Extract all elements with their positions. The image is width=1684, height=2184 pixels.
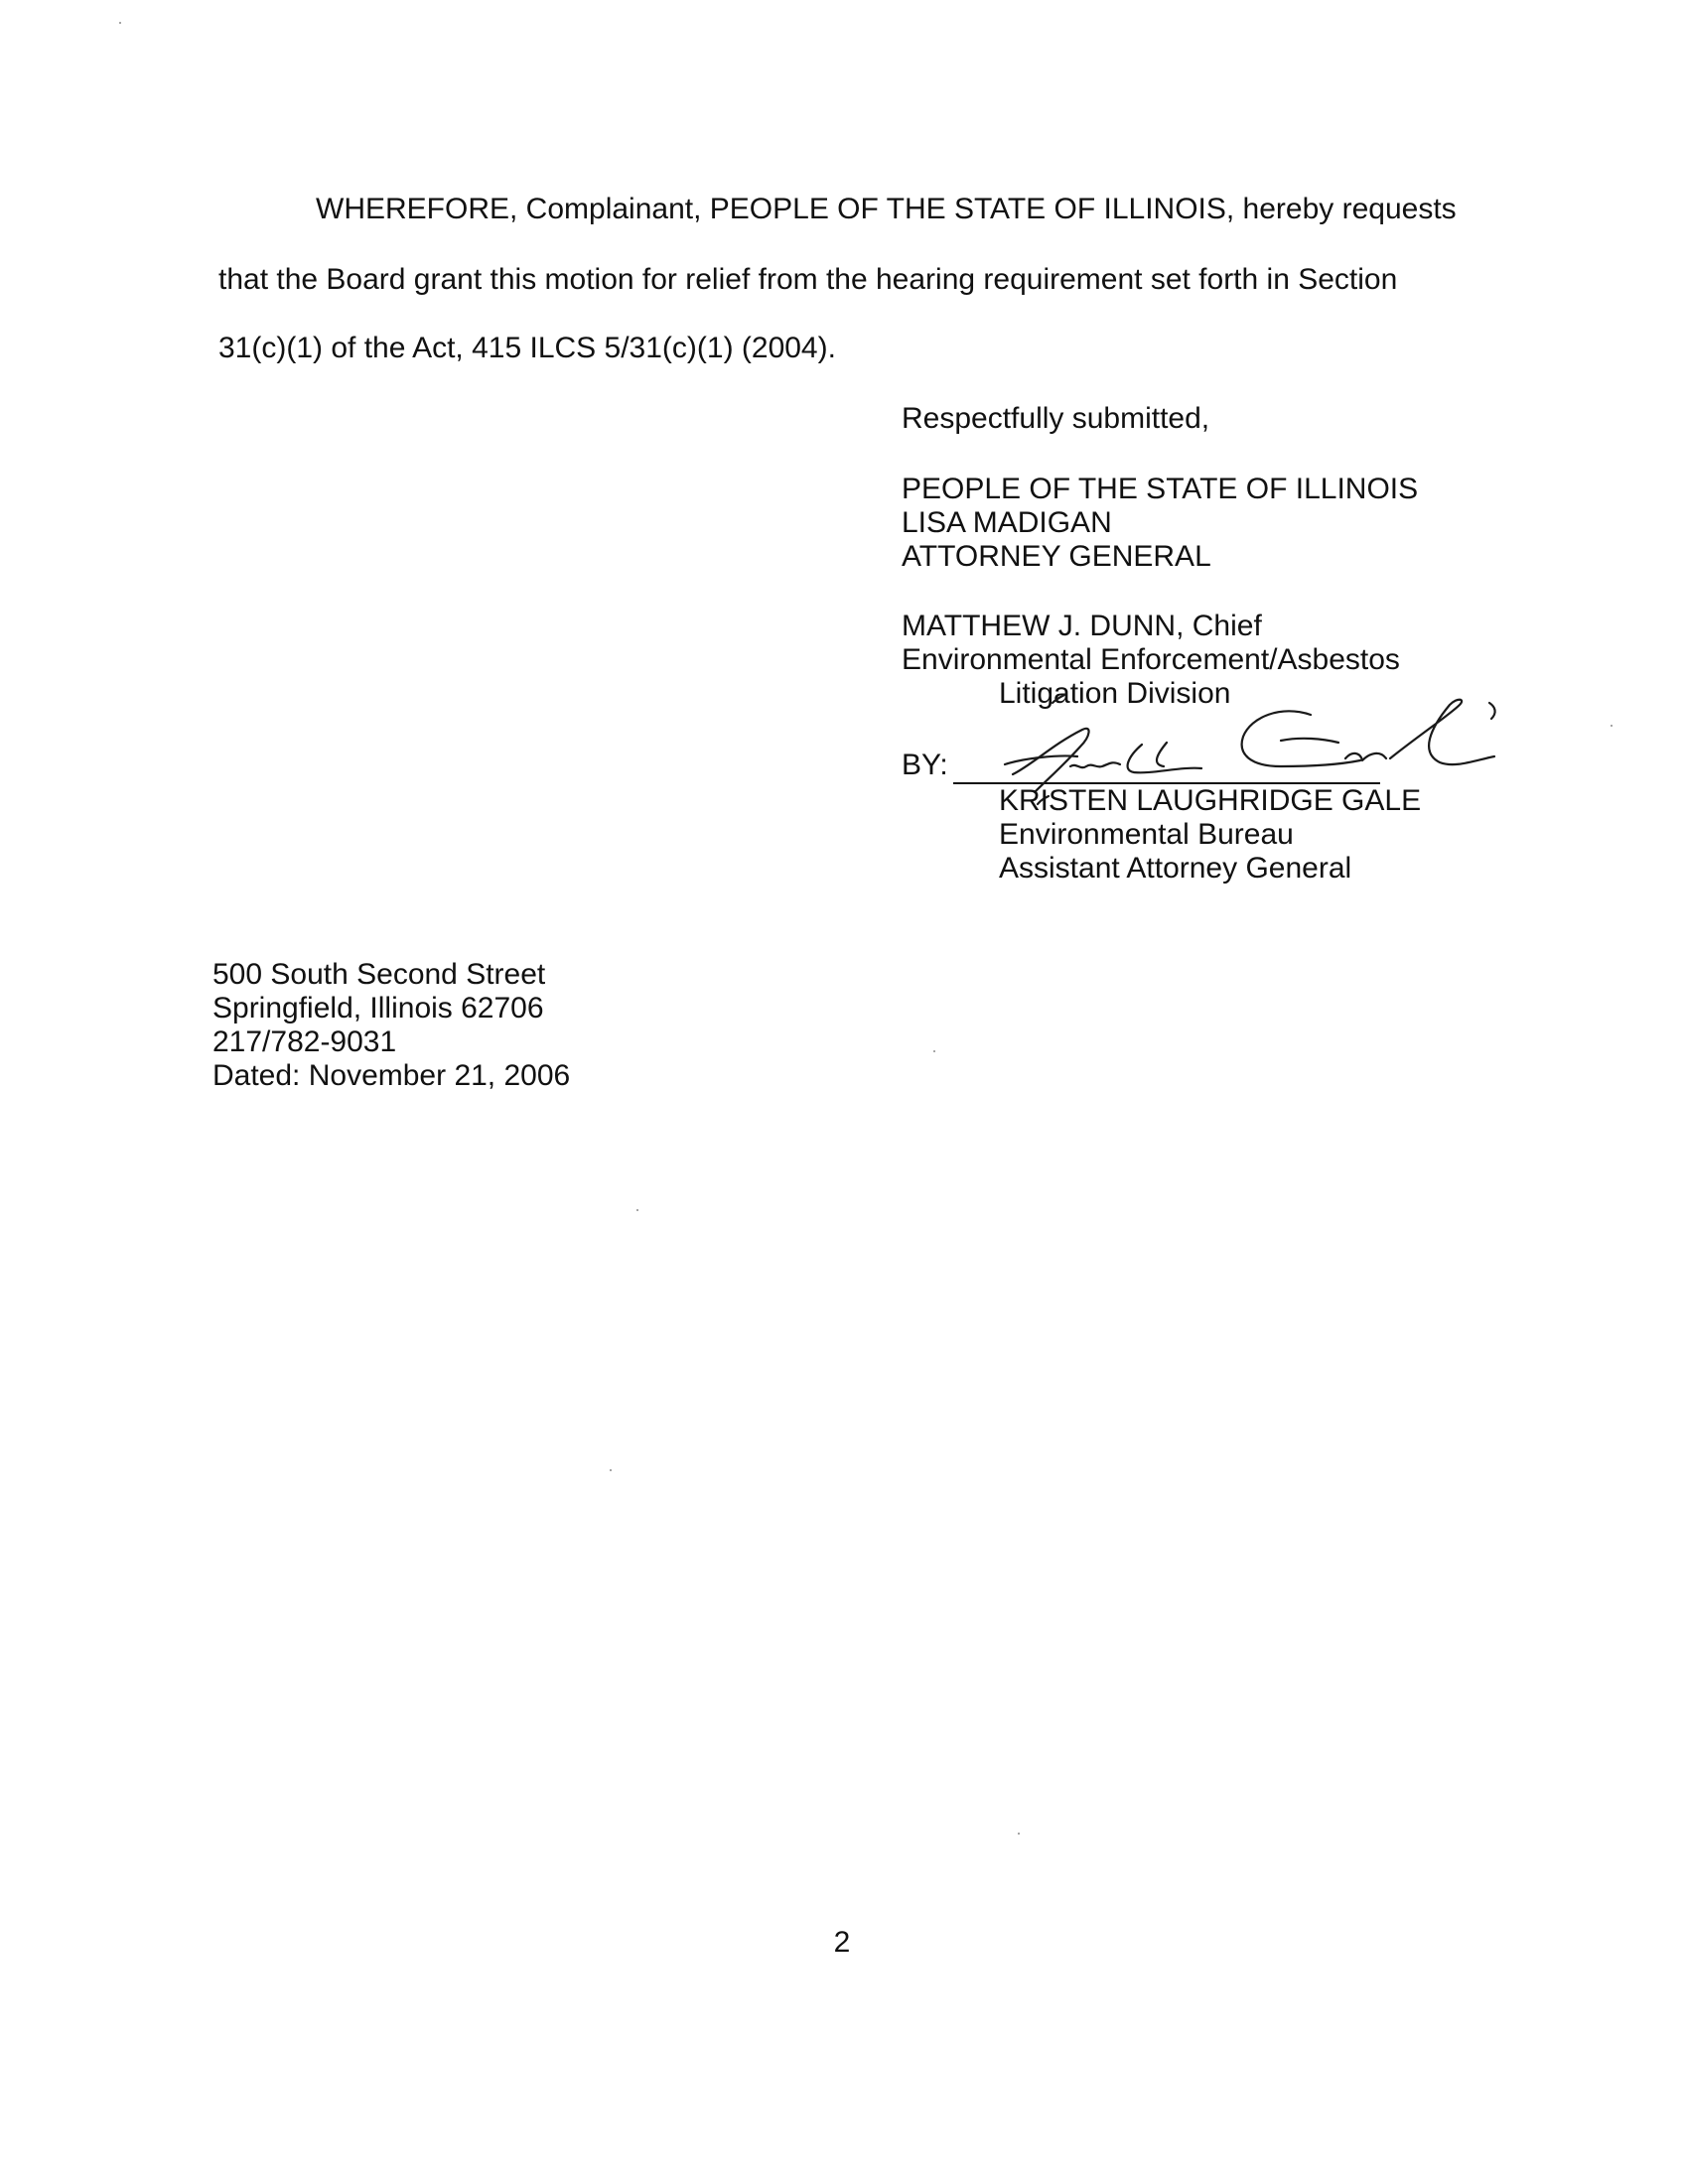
address-city: Springfield, Illinois 62706 — [212, 992, 544, 1024]
scan-speck — [610, 1469, 612, 1471]
address-phone: 217/782-9031 — [212, 1025, 397, 1058]
address-block — [212, 958, 570, 1093]
official-name: LISA MADIGAN — [902, 506, 1112, 539]
page-number: 2 — [833, 1926, 851, 1959]
closing-text: Respectfully submitted, — [902, 402, 1210, 435]
scan-speck — [636, 1209, 638, 1211]
party-block — [902, 473, 1418, 574]
scan-speck — [933, 1050, 935, 1052]
chief-name: MATTHEW J. DUNN, Chief — [902, 610, 1262, 642]
address-street: 500 South Second Street — [212, 958, 546, 991]
division-line-2: Litigation Division — [999, 677, 1231, 710]
division-line-1: Environmental Enforcement/Asbestos — [902, 643, 1400, 676]
body-line-1: WHEREFORE, Complainant, PEOPLE OF THE STATE OF ILLINOIS, hereby requests — [316, 193, 1457, 225]
scan-speck — [1611, 725, 1613, 727]
scan-speck — [119, 22, 121, 24]
by-label: BY: — [902, 749, 948, 781]
office-title: ATTORNEY GENERAL — [902, 540, 1211, 573]
signer-title: Assistant Attorney General — [999, 852, 1352, 885]
body-line-2: that the Board grant this motion for relief from the hearing requirement set forth in Section — [218, 263, 1398, 296]
signer-bureau: Environmental Bureau — [999, 818, 1294, 851]
signer-block — [999, 784, 1421, 886]
body-line-3: 31(c)(1) of the Act, 415 ILCS 5/31(c)(1) (2004). — [218, 332, 836, 364]
dated-line: Dated: November 21, 2006 — [212, 1059, 571, 1092]
party-name: PEOPLE OF THE STATE OF ILLINOIS — [902, 473, 1419, 505]
scan-speck — [1018, 1833, 1020, 1835]
signer-name: KRISTEN LAUGHRIDGE GALE — [999, 784, 1422, 817]
